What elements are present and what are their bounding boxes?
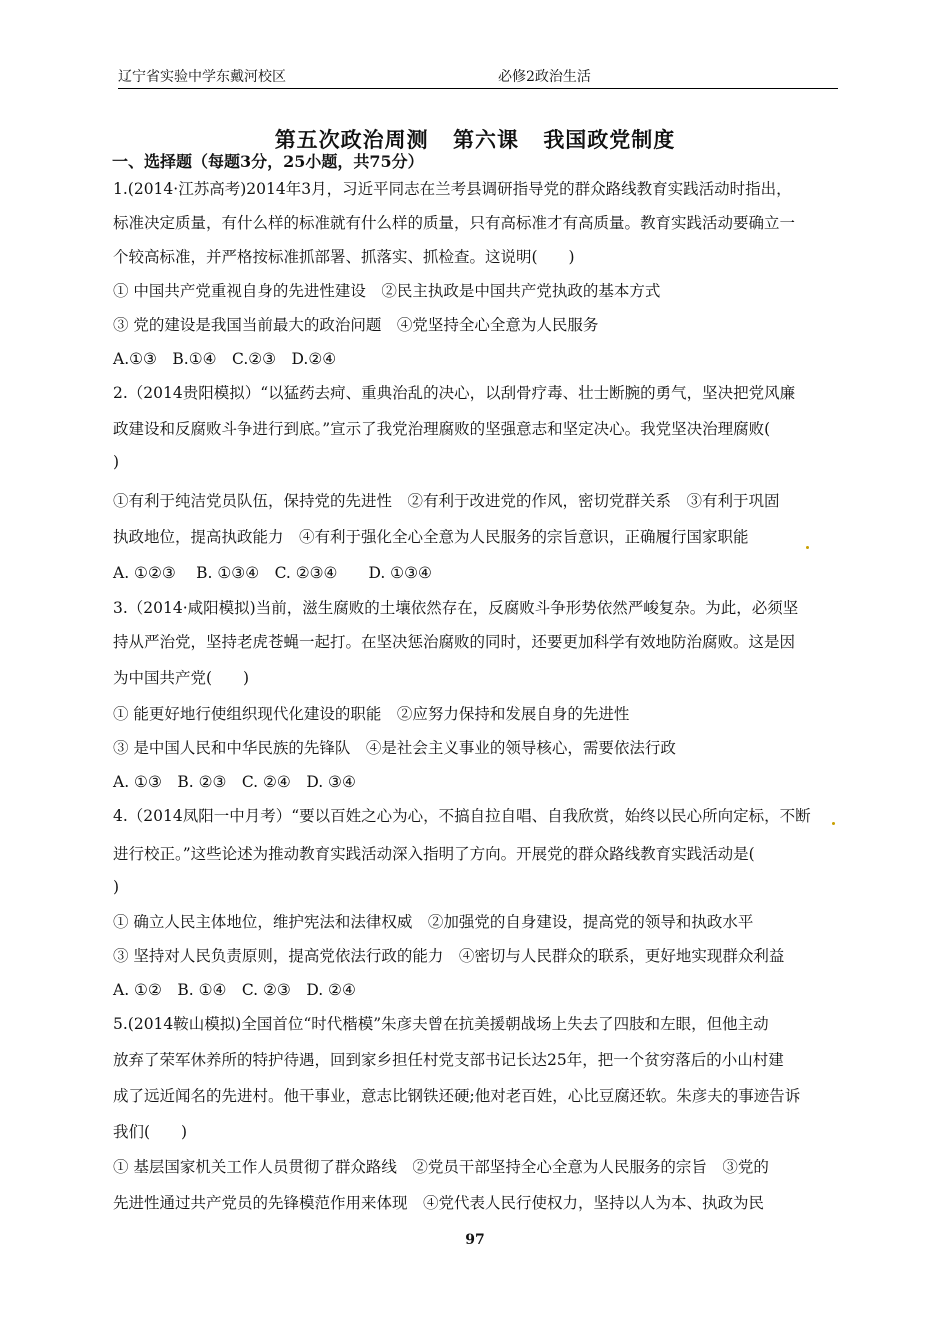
text-line: 个较高标准，并严格按标准抓部署、抓落实、抓检查。这说明( ) [113, 248, 575, 266]
course-name: 必修2政治生活 [498, 69, 591, 85]
stray-mark [832, 822, 835, 825]
text-line: 持从严治党，坚持老虎苍蝇一起打。在坚决惩治腐败的同时，还要更加科学有效地防治腐败。这是因 [113, 633, 796, 651]
text-line: 放弃了荣军休养所的特护待遇，回到家乡担任村党支部书记长达25年，把一个贫穷落后的小山村建 [113, 1051, 784, 1069]
text-line: ①有利于纯洁党员队伍，保持党的先进性 ②有利于改进党的作风，密切党群关系 ③有利于巩固 [113, 492, 780, 510]
text-line: A. ①② B. ①④ C. ②③ D. ②④ [113, 981, 356, 999]
text-line: 我们( ) [113, 1123, 188, 1141]
text-line: ① 能更好地行使组织现代化建设的职能 ②应努力保持和发展自身的先进性 [113, 705, 630, 723]
title-lesson: 第六课 [453, 127, 519, 152]
text-line: A. ①③ B. ②③ C. ②④ D. ③④ [113, 773, 356, 791]
text-line: 5.(2014鞍山模拟)全国首位“时代楷模”朱彦夫曾在抗美援朝战场上失去了四肢和左眼，但他主动 [113, 1015, 769, 1033]
stray-mark [806, 546, 809, 549]
text-line: 3.（2014·咸阳模拟)当前，滋生腐败的土壤依然存在，反腐败斗争形势依然严峻复杂。为此，必须坚 [113, 599, 799, 617]
text-line: A.①③ B.①④ C.②③ D.②④ [113, 350, 337, 368]
text-line: 进行校正。”这些论述为推动教育实践活动深入指明了方向。开展党的群众路线教育实践活动是( [113, 845, 755, 863]
text-line: ① 确立人民主体地位，维护宪法和法律权威 ②加强党的自身建设，提高党的领导和执政水平 [113, 913, 754, 931]
text-line: 政建设和反腐败斗争进行到底。”宣示了我党治理腐败的坚强意志和坚定决心。我党坚决治理腐败( [113, 420, 771, 438]
title-topic: 我国政党制度 [543, 127, 676, 152]
text-line: 先进性通过共产党员的先锋模范作用来体现 ④党代表人民行使权力，坚持以人为本、执政为民 [113, 1194, 765, 1212]
text-line: 为中国共产党( ) [113, 669, 250, 687]
text-line: ③ 党的建设是我国当前最大的政治问题 ④党坚持全心全意为人民服务 [113, 316, 599, 334]
text-line: ) [113, 453, 120, 471]
text-line: A. ①②③ B. ①③④ C. ②③④ D. ①③④ [113, 564, 432, 582]
text-line: ) [113, 878, 120, 896]
text-line: ③ 是中国人民和中华民族的先锋队 ④是社会主义事业的领导核心，需要依法行政 [113, 739, 676, 757]
page-header [118, 64, 838, 89]
title-quiz: 第五次政治周测 [274, 127, 429, 152]
section-heading: 一、选择题（每题3分，25小题，共75分） [112, 152, 424, 171]
page-number: 97 [465, 1232, 485, 1248]
text-line: 1.(2014·江苏高考)2014年3月，习近平同志在兰考县调研指导党的群众路线教育实践活动时指出， [113, 180, 792, 198]
text-line: 成了远近闻名的先进村。他干事业，意志比钢铁还硬;他对老百姓，心比豆腐还软。朱彦夫的事迹告诉 [113, 1087, 801, 1105]
text-line: 执政地位，提高执政能力 ④有利于强化全心全意为人民服务的宗旨意识，正确履行国家职能 [113, 528, 749, 546]
school-name: 辽宁省实验中学东戴河校区 [118, 69, 286, 85]
text-line: 4.（2014凤阳一中月考）“要以百姓之心为心，不搞自拉自唱、自我欣赏，始终以民心所向定标，不断 [113, 807, 811, 825]
text-line: 2.（2014贵阳模拟）“以猛药去疴、重典治乱的决心，以刮骨疗毒、壮士断腕的勇气，坚决把党风廉 [113, 384, 796, 402]
text-line: ③ 坚持对人民负责原则，提高党依法行政的能力 ④密切与人民群众的联系，更好地实现群众利益 [113, 947, 785, 965]
text-line: ① 中国共产党重视自身的先进性建设 ②民主执政是中国共产党执政的基本方式 [113, 282, 661, 300]
text-line: ① 基层国家机关工作人员贯彻了群众路线 ②党员干部坚持全心全意为人民服务的宗旨 ③党的 [113, 1158, 769, 1176]
text-line: 标准决定质量，有什么样的标准就有什么样的质量，只有高标准才有高质量。教育实践活动要确立一 [113, 214, 796, 232]
